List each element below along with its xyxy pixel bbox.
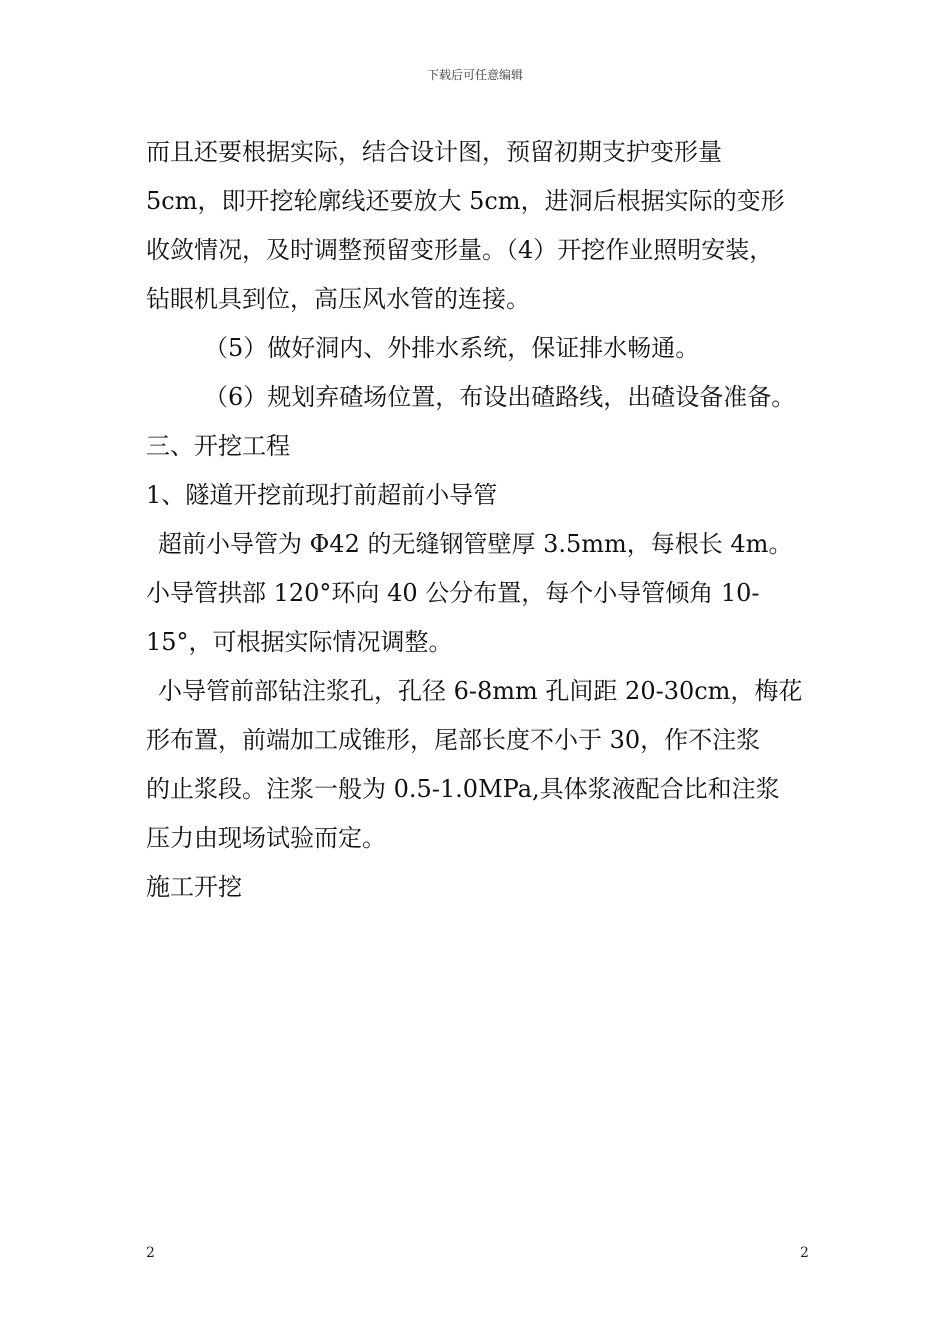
paragraph-line: 压力由现场试验而定。 (146, 824, 386, 852)
paragraph-line: （5）做好洞内、外排水系统，保证排水畅通。 (204, 334, 700, 362)
paragraph-line: 15°，可根据实际情况调整。 (146, 628, 453, 656)
paragraph-line: （6）规划弃碴场位置，布设出碴路线，出碴设备准备。 (204, 383, 796, 411)
page-header-note: 下载后可任意编辑 (426, 68, 523, 82)
section-heading: 三、开挖工程 (146, 432, 290, 460)
paragraph-line: 超前小导管为 Φ42 的无缝钢管壁厚 3.5mm，每根长 4m。 (158, 530, 793, 558)
paragraph-line: 的止浆段。注浆一般为 0.5-1.0MPa,具体浆液配合比和注浆 (146, 775, 780, 803)
document-body (146, 128, 816, 912)
paragraph-line: 收敛情况，及时调整预留变形量。（4）开挖作业照明安装， (146, 236, 774, 264)
section-heading: 施工开挖 (146, 873, 242, 901)
paragraph-line: 5cm，即开挖轮廓线还要放大 5cm，进洞后根据实际的变形 (146, 187, 785, 215)
page-number-right: 2 (800, 1245, 809, 1261)
paragraph-line: 小导管拱部 120°环向 40 公分布置，每个小导管倾角 10- (146, 579, 760, 607)
paragraph-line: 钻眼机具到位，高压风水管的连接。 (146, 285, 530, 313)
paragraph-line: 形布置，前端加工成锥形，尾部长度不小于 30，作不注浆 (146, 726, 761, 754)
page-number-left: 2 (146, 1245, 155, 1261)
subsection-heading: 1、隧道开挖前现打前超前小导管 (146, 481, 498, 509)
paragraph-line: 小导管前部钻注浆孔，孔径 6-8mm 孔间距 20-30cm，梅花 (158, 677, 803, 705)
paragraph-line: 而且还要根据实际，结合设计图，预留初期支护变形量 (146, 138, 722, 166)
